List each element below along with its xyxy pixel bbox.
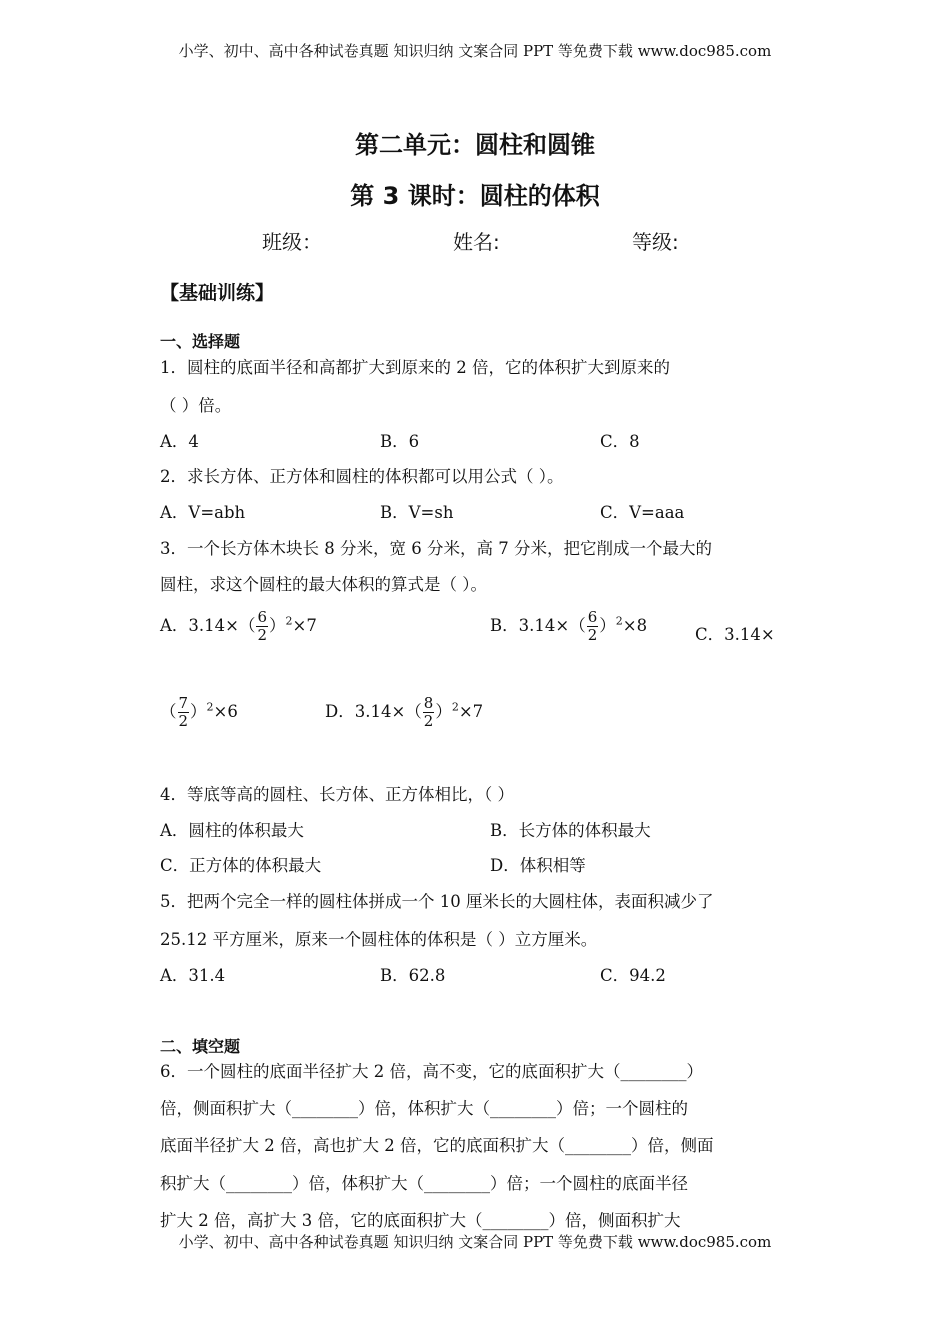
q3-option-c-start: C．3.14× — [695, 625, 775, 644]
q6-line3: 底面半径扩大 2 倍，高也扩大 2 倍，它的底面积扩大（________）倍，侧面 — [160, 1136, 714, 1155]
q5-line2: 25.12 平方厘米，原来一个圆柱体的体积是（ ）立方厘米。 — [160, 930, 598, 949]
class-label: 班级： — [262, 230, 322, 254]
q3-c-fraction: $\frac{7}{2}$ — [178, 694, 189, 730]
q4-text: 4．等底等高的圆柱、长方体、正方体相比，（ ） — [160, 785, 514, 804]
q2-option-a: A．V=abh — [160, 503, 246, 522]
q1-option-b: B．6 — [380, 432, 420, 451]
q3-b-fraction: $\frac{6}{2}$ — [587, 608, 598, 644]
q4-option-d: D．体积相等 — [490, 856, 586, 875]
q1-line2: （ ）倍。 — [160, 396, 232, 415]
q3-option-c-end: （ $\frac{7}{2}$ ）$^2$×6 — [160, 694, 238, 730]
grade-label: 等级: — [632, 230, 679, 254]
page-header: 小学、初中、高中各种试卷真题 知识归纳 文案合同 PPT 等免费下载 www.doc985.com — [178, 42, 772, 60]
page-footer: 小学、初中、高中各种试卷真题 知识归纳 文案合同 PPT 等免费下载 www.doc985.com — [178, 1233, 772, 1251]
q2-option-b: B．V=sh — [380, 503, 454, 522]
lesson-title: 第 3 课时：圆柱的体积 — [350, 182, 600, 210]
q3-a-fraction: $\frac{6}{2}$ — [257, 608, 268, 644]
section-heading: 【基础训练】 — [160, 282, 275, 304]
q1-option-c: C．8 — [600, 432, 640, 451]
q6-line4: 积扩大（________）倍，体积扩大（________）倍；一个圆柱的底面半径 — [160, 1174, 688, 1193]
q5-option-c: C．94.2 — [600, 966, 666, 985]
q6-line5: 扩大 2 倍，高扩大 3 倍，它的底面积扩大（________）倍，侧面积扩大 — [160, 1211, 681, 1230]
q3-option-d: D．3.14×（ $\frac{8}{2}$ ）$^2$×7 — [325, 694, 484, 730]
q3-line1: 3．一个长方体木块长 8 分米，宽 6 分米，高 7 分米，把它削成一个最大的 — [160, 539, 712, 558]
q4-option-c: C．正方体的体积最大 — [160, 856, 322, 875]
q5-option-b: B．62.8 — [380, 966, 446, 985]
q5-line1: 5．把两个完全一样的圆柱体拼成一个 10 厘米长的大圆柱体，表面积减少了 — [160, 892, 714, 911]
q3-d-fraction: $\frac{8}{2}$ — [423, 694, 434, 730]
q1-line1: 1．圆柱的底面半径和高都扩大到原来的 2 倍，它的体积扩大到原来的 — [160, 358, 670, 377]
q4-option-a: A．圆柱的体积最大 — [160, 821, 304, 840]
q6-line1: 6．一个圆柱的底面半径扩大 2 倍，高不变，它的底面积扩大（________） — [160, 1062, 703, 1081]
q2-text: 2．求长方体、正方体和圆柱的体积都可以用公式（ ）。 — [160, 467, 564, 486]
q6-line2: 倍，侧面积扩大（________）倍，体积扩大（________）倍；一个圆柱的 — [160, 1099, 688, 1118]
unit-title: 第二单元：圆柱和圆锥 — [355, 131, 595, 159]
q4-option-b: B．长方体的体积最大 — [490, 821, 651, 840]
q2-option-c: C．V=aaa — [600, 503, 685, 522]
q1-option-a: A．4 — [160, 432, 199, 451]
q3-line2: 圆柱，求这个圆柱的最大体积的算式是（ ）。 — [160, 575, 487, 594]
q3-option-b: B．3.14×（ $\frac{6}{2}$ ）$^2$×8 — [490, 608, 648, 644]
name-label: 姓名: — [453, 230, 500, 254]
part2-heading: 二、填空题 — [160, 1037, 241, 1056]
part1-heading: 一、选择题 — [160, 332, 241, 351]
q5-option-a: A．31.4 — [160, 966, 226, 985]
q3-option-a: A．3.14×（ $\frac{6}{2}$ ）$^2$×7 — [160, 608, 317, 644]
